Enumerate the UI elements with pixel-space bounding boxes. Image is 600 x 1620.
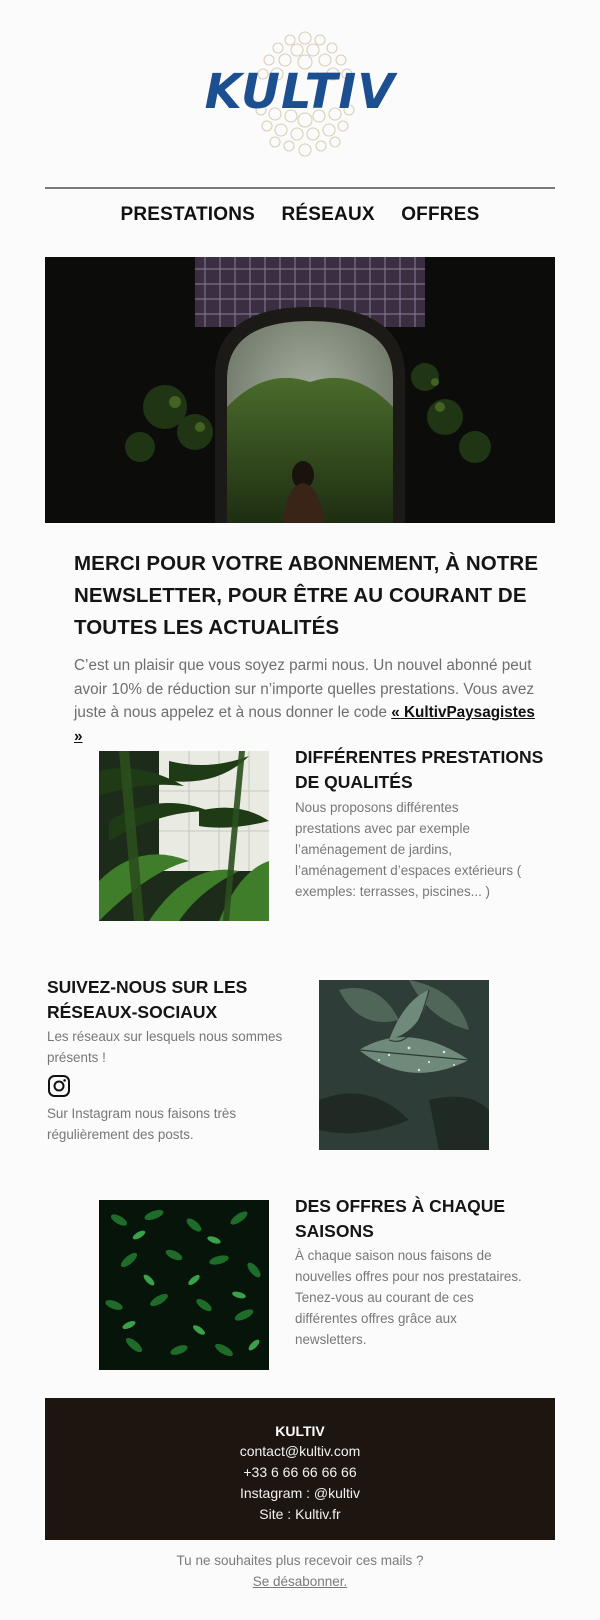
prestations-title: DIFFÉRENTES PRESTATIONS DE QUALITÉS: [295, 747, 544, 792]
reseaux-title: SUIVEZ-NOUS SUR LES RÉSEAUX-SOCIAUX: [47, 977, 248, 1022]
wet-leaves-image: [319, 980, 489, 1150]
instagram-text: Sur Instagram nous faisons très régulièrement des posts.: [47, 1106, 237, 1142]
intro-section: [74, 548, 544, 748]
wet-leaves-illustration: [319, 980, 489, 1150]
offres-title: DES OFFRES À CHAQUE SAISONS: [295, 1196, 506, 1241]
footer-instagram[interactable]: Instagram : @kultiv: [239, 1485, 361, 1501]
unsubscribe-link[interactable]: Se désabonner.: [252, 1574, 348, 1589]
garden-arch-illustration: [45, 257, 555, 523]
nav-offres[interactable]: OFFRES: [401, 204, 480, 225]
logo-wordmark: KULTIV: [204, 64, 396, 120]
footer-brand: KULTIV: [275, 1423, 325, 1439]
instagram-icon[interactable]: [47, 1074, 71, 1098]
intro-body: C’est un plaisir que vous soyez parmi nous. Un nouvel abonné peut avoir 10% de réduction sur n’importe quelles prestations. Vous avez juste à nous appelez et à nous donner le code: [74, 657, 535, 721]
prestations-text: Nous proposons différentes prestations avec par exemple l’aménagement de jardins, l’aménagement d’espaces extérieurs ( exemples: terrasses, piscines... ): [295, 800, 522, 899]
foliage-illustration: [99, 1200, 269, 1370]
footer-phone[interactable]: +33 6 66 66 66 66: [243, 1464, 357, 1480]
main-nav: [0, 204, 600, 226]
logo[interactable]: [0, 30, 600, 160]
green-foliage-image: [99, 1200, 269, 1370]
footer: [45, 1398, 555, 1540]
header-divider: [45, 187, 555, 189]
unsubscribe-area: [0, 1550, 600, 1592]
offres-text: À chaque saison nous faisons de nouvelles offres pour nos prestataires. Tenez-vous au courant de ces différentes offres grâce aux newsletters.: [295, 1248, 522, 1347]
unsubscribe-question: Tu ne souhaites plus recevoir ces mails ?: [176, 1553, 424, 1568]
footer-site[interactable]: Site : Kultiv.fr: [259, 1506, 341, 1522]
nav-prestations[interactable]: PRESTATIONS: [120, 204, 256, 225]
nav-reseaux[interactable]: RÉSEAUX: [281, 204, 375, 225]
promo-code-link[interactable]: « KultivPaysagistes »: [74, 704, 535, 745]
intro-text: [74, 654, 544, 748]
footer-email[interactable]: contact@kultiv.com: [239, 1443, 361, 1459]
reseaux-text: Les réseaux sur lesquels nous sommes présents !: [47, 1029, 283, 1065]
intro-title: MERCI POUR VOTRE ABONNEMENT, À NOTRE NEWSLETTER, POUR ÊTRE AU COURANT DE TOUTES LES ACTUALITÉS: [74, 552, 539, 639]
palm-leaves-image: [99, 751, 269, 921]
palm-illustration: [99, 751, 269, 921]
hero-image: [45, 257, 555, 523]
